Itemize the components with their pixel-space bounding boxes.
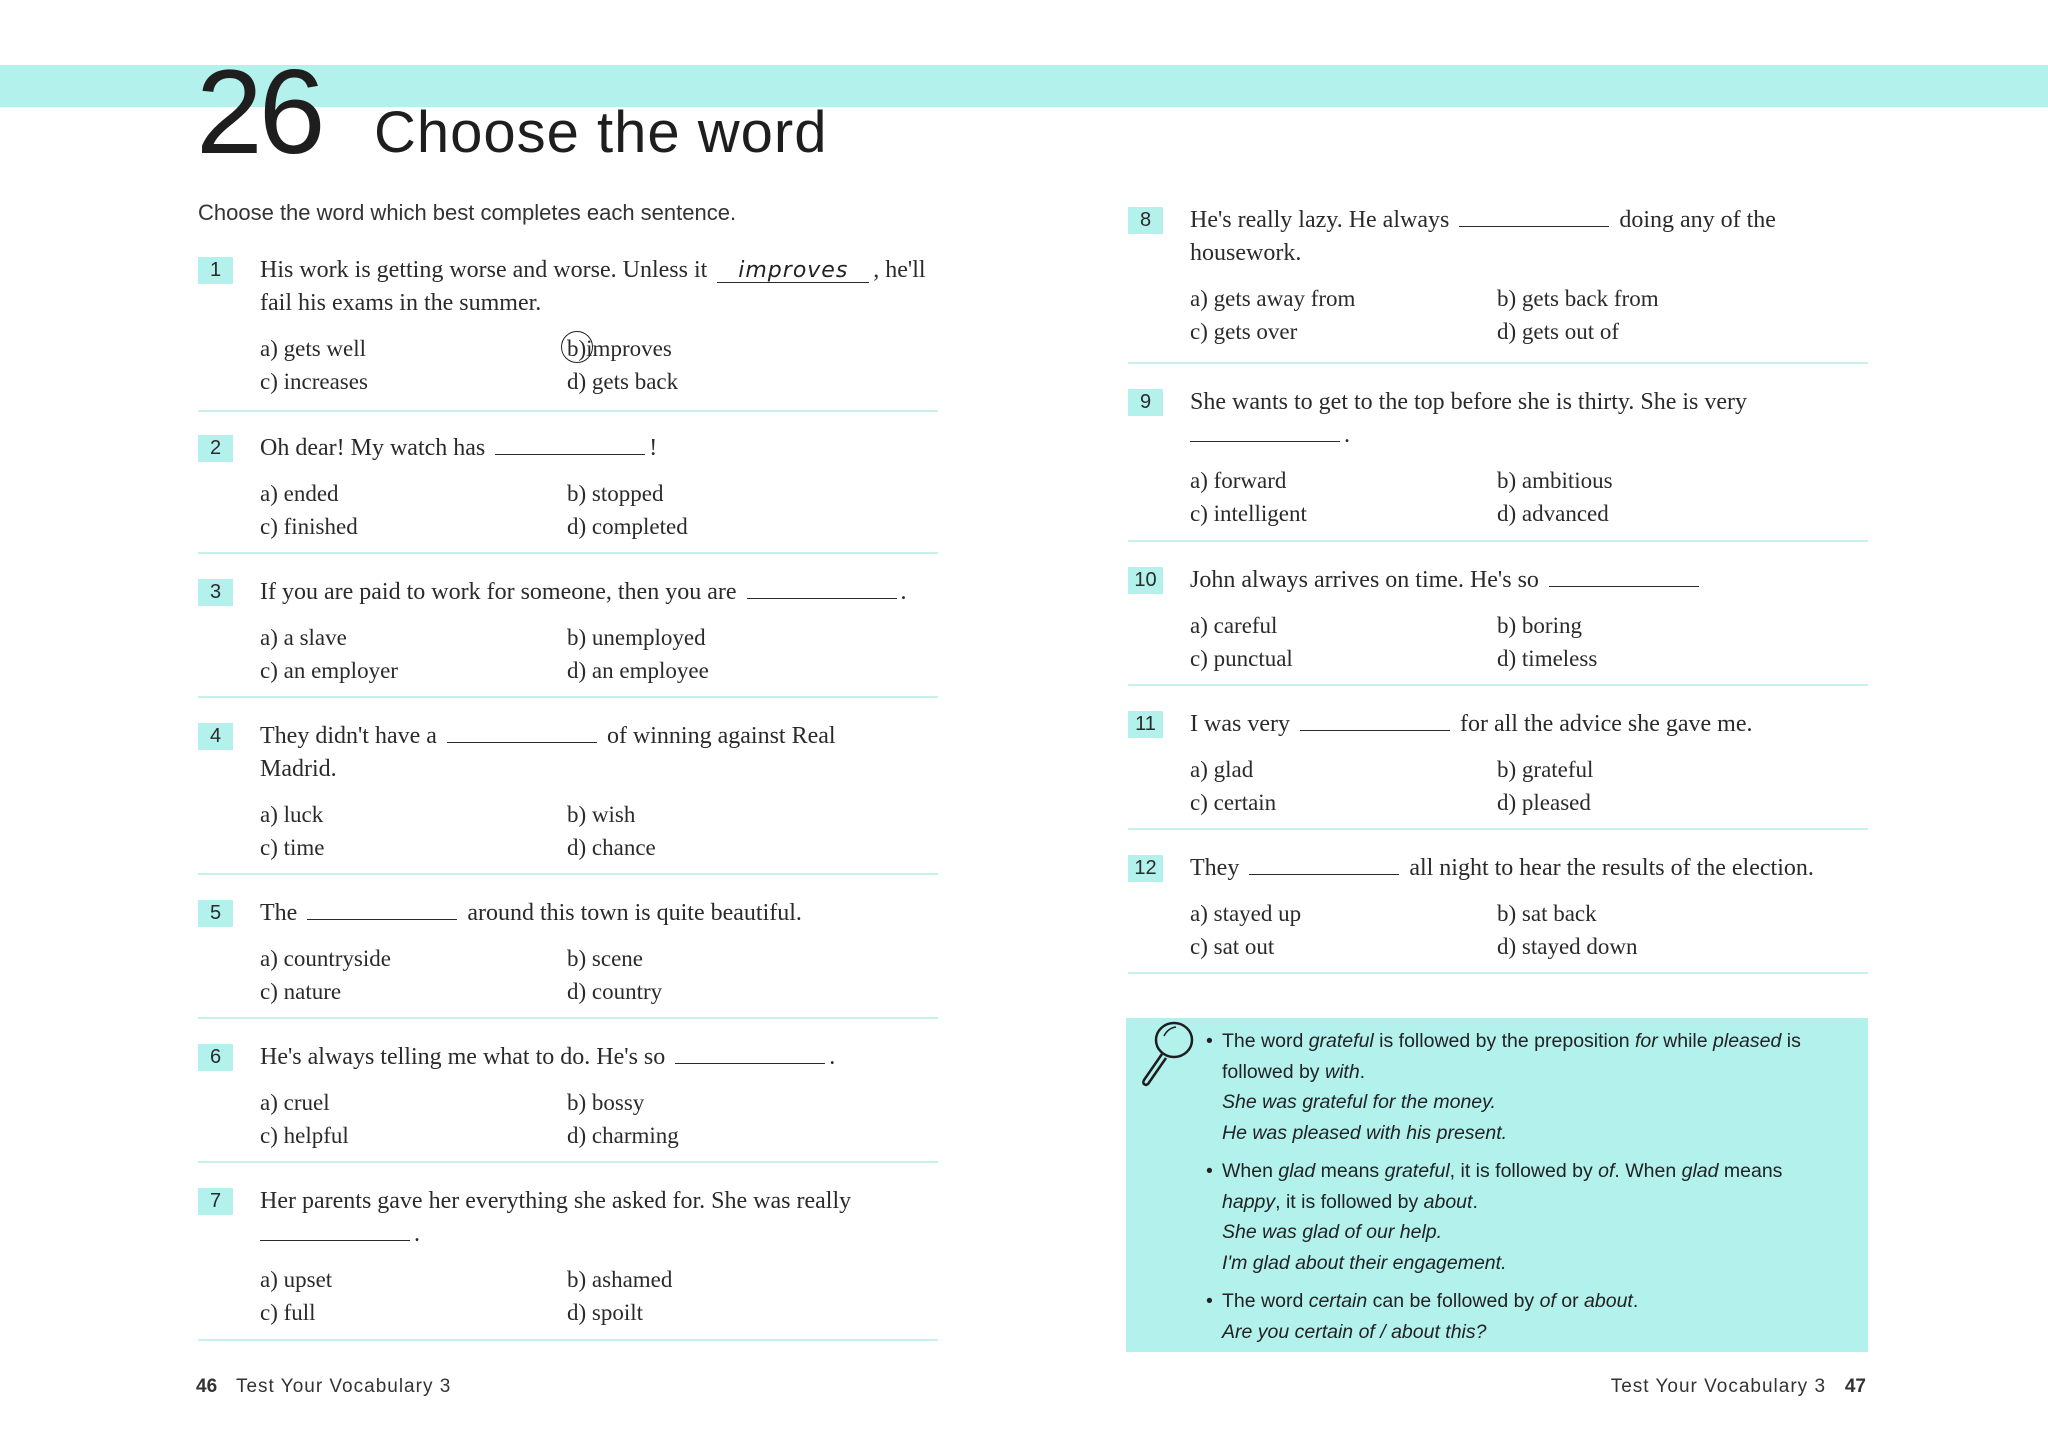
circled-option-letter: b) xyxy=(567,332,586,365)
footer-left xyxy=(196,1376,451,1398)
option-d[interactable]: d) an employee xyxy=(567,658,709,683)
answer-blank[interactable] xyxy=(1459,204,1609,227)
option-a[interactable]: a) a slave xyxy=(260,625,347,650)
question-text-before: Her parents gave her everything she asked for. She was really xyxy=(260,1188,852,1214)
option-d[interactable]: d) gets back xyxy=(567,369,679,394)
option-b[interactable]: b) bossy xyxy=(567,1090,645,1115)
instruction: Choose the word which best completes each sentence. xyxy=(198,200,737,225)
question-text-before: He's always telling me what to do. He's so xyxy=(260,1044,666,1070)
option-a[interactable]: a) gets away from xyxy=(1190,286,1356,311)
question-text-before: They xyxy=(1190,855,1240,881)
question-text-before: The xyxy=(260,900,298,926)
option-c[interactable]: c) full xyxy=(260,1300,316,1325)
option-a[interactable]: a) luck xyxy=(260,802,324,827)
option-c[interactable]: c) sat out xyxy=(1190,934,1275,959)
question-text-after: , he'll fail his exams in the summer. xyxy=(260,257,926,316)
option-d[interactable]: d) chance xyxy=(567,835,656,860)
options xyxy=(198,798,938,864)
answer-blank[interactable] xyxy=(675,1041,825,1064)
question-text-before: His work is getting worse and worse. Unless it xyxy=(260,257,708,283)
question-text-before: Oh dear! My watch has xyxy=(260,435,486,461)
question-text-after: of winning against Real Madrid. xyxy=(260,723,836,782)
question-number: 8 xyxy=(1128,207,1163,234)
option-c[interactable]: c) gets over xyxy=(1190,319,1298,344)
option-d[interactable]: d) country xyxy=(567,979,663,1004)
option-a[interactable]: a) gets well xyxy=(260,336,367,361)
left-column xyxy=(198,254,938,1341)
question-6 xyxy=(198,1019,938,1163)
option-b-text: improves xyxy=(586,336,672,361)
tip-example: Are you certain of / about this? xyxy=(1222,1320,1487,1343)
options xyxy=(198,332,938,398)
option-b[interactable]: b) grateful xyxy=(1497,757,1594,782)
option-c[interactable]: c) nature xyxy=(260,979,342,1004)
tip-example: She was glad of our help. xyxy=(1222,1221,1443,1243)
question-10 xyxy=(1128,542,1868,686)
question-text-before: She wants to get to the top before she is thirty. She is very xyxy=(1190,389,1748,415)
option-b[interactable]: b) scene xyxy=(567,946,643,971)
question-text-before: They didn't have a xyxy=(260,723,437,749)
option-c[interactable]: c) increases xyxy=(260,369,368,394)
question-text-after: . xyxy=(1344,422,1350,448)
question-text-before: If you are paid to work for someone, then you are xyxy=(260,579,737,605)
question-2 xyxy=(198,412,938,554)
option-c[interactable]: c) an employer xyxy=(260,658,398,683)
question-text-after: . xyxy=(900,579,907,605)
option-b[interactable]: b) unemployed xyxy=(567,625,706,650)
answer-blank[interactable] xyxy=(717,259,869,283)
question-number: 3 xyxy=(198,579,233,606)
tip-item: • When glad means grateful, it is followed by of. When glad means happy, it is followed by about. She was glad of our help. I'm glad about their engagement. xyxy=(1204,1156,1844,1278)
option-a[interactable]: a) ended xyxy=(260,481,339,506)
option-a[interactable]: a) stayed up xyxy=(1190,901,1302,926)
answer-blank[interactable] xyxy=(307,897,457,920)
question-text-after: . xyxy=(829,1044,836,1070)
option-a[interactable]: a) upset xyxy=(260,1267,333,1292)
tip-item: • The word grateful is followed by the preposition for while pleased is followed by with. She was grateful for the money. He was pleased with his present. xyxy=(1204,1026,1844,1148)
magnifying-glass-icon xyxy=(1134,1018,1204,1098)
options xyxy=(198,942,938,1008)
options xyxy=(1128,464,1868,530)
option-b[interactable]: b) stopped xyxy=(567,481,664,506)
option-d[interactable]: d) gets out of xyxy=(1497,319,1620,344)
option-c[interactable]: c) time xyxy=(260,835,325,860)
question-5 xyxy=(198,875,938,1019)
question-number: 10 xyxy=(1128,567,1163,594)
option-a[interactable]: a) cruel xyxy=(260,1090,330,1115)
question-3 xyxy=(198,554,938,698)
question-text-after: for all the advice she gave me. xyxy=(1459,711,1753,737)
footer-right xyxy=(1611,1376,1866,1398)
option-a[interactable]: a) countryside xyxy=(260,946,391,971)
option-d[interactable]: d) spoilt xyxy=(567,1300,644,1325)
option-b[interactable]: b) wish xyxy=(567,802,636,827)
option-d[interactable]: d) stayed down xyxy=(1497,934,1638,959)
question-number: 2 xyxy=(198,435,233,462)
answer-blank[interactable] xyxy=(1249,852,1399,875)
option-b[interactable]: b) sat back xyxy=(1497,901,1597,926)
question-text-before: He's really lazy. He always xyxy=(1190,207,1450,233)
question-9 xyxy=(1128,364,1868,542)
question-text-after: . xyxy=(414,1221,420,1247)
option-c[interactable]: c) intelligent xyxy=(1190,501,1307,526)
tip-item: • The word certain can be followed by of or about. Are you certain of / about this? xyxy=(1204,1286,1844,1347)
book-title-left: Test Your Vocabulary 3 xyxy=(235,1376,452,1397)
unit-title: Choose the word xyxy=(374,100,828,165)
option-d[interactable]: d) advanced xyxy=(1497,501,1609,526)
question-text-after: all night to hear the results of the election. xyxy=(1409,855,1814,881)
question-7 xyxy=(198,1163,938,1341)
unit-number: 26 xyxy=(196,45,322,179)
answer-blank[interactable] xyxy=(495,432,645,455)
question-11 xyxy=(1128,686,1868,830)
question-text-before: John always arrives on time. He's so xyxy=(1190,567,1539,593)
option-c[interactable]: c) punctual xyxy=(1190,646,1293,671)
option-b[interactable] xyxy=(567,332,867,365)
option-b[interactable]: b) gets back from xyxy=(1497,286,1659,311)
handwritten-answer: improves xyxy=(738,258,849,283)
option-d[interactable]: d) pleased xyxy=(1497,790,1591,815)
right-column xyxy=(1128,204,1868,974)
tip-list xyxy=(1204,1026,1844,1355)
question-number: 4 xyxy=(198,723,233,750)
options xyxy=(1128,609,1868,675)
option-d[interactable]: d) completed xyxy=(567,514,688,539)
question-number: 9 xyxy=(1128,389,1163,416)
answer-blank[interactable] xyxy=(260,1218,410,1241)
question-text-after: around this town is quite beautiful. xyxy=(467,900,802,926)
options xyxy=(198,1263,938,1329)
book-title-right: Test Your Vocabulary 3 xyxy=(1610,1376,1827,1397)
question-number: 11 xyxy=(1128,711,1163,738)
option-b[interactable]: b) ashamed xyxy=(567,1267,673,1292)
answer-blank[interactable] xyxy=(1190,419,1340,442)
tip-example: He was pleased with his present. xyxy=(1222,1121,1508,1144)
tip-example: She was grateful for the money. xyxy=(1222,1091,1496,1113)
tip-box xyxy=(1126,1018,1868,1352)
option-c[interactable]: c) helpful xyxy=(260,1123,349,1148)
question-number: 6 xyxy=(198,1044,233,1071)
question-text-after: ! xyxy=(649,435,658,461)
page-number-right: 47 xyxy=(1844,1376,1866,1397)
answer-blank[interactable] xyxy=(747,576,897,599)
question-1 xyxy=(198,254,938,412)
question-12 xyxy=(1128,830,1868,974)
option-a[interactable]: a) glad xyxy=(1190,757,1254,782)
option-a[interactable]: a) careful xyxy=(1190,613,1278,638)
options xyxy=(1128,282,1868,348)
tip-example: I'm glad about their engagement. xyxy=(1222,1251,1507,1274)
answer-blank[interactable] xyxy=(447,720,597,743)
options xyxy=(1128,897,1868,963)
option-d[interactable]: d) charming xyxy=(567,1123,679,1148)
option-c[interactable]: c) finished xyxy=(260,514,358,539)
options xyxy=(198,621,938,687)
answer-blank[interactable] xyxy=(1549,564,1699,587)
question-text-after: doing any of the housework. xyxy=(1190,207,1776,266)
options xyxy=(1128,753,1868,819)
question-text-before: I was very xyxy=(1190,711,1290,737)
option-b[interactable]: b) ambitious xyxy=(1497,468,1613,493)
page-number-left: 46 xyxy=(196,1376,218,1397)
question-number: 5 xyxy=(198,900,233,927)
question-number: 1 xyxy=(198,257,233,284)
answer-blank[interactable] xyxy=(1300,708,1450,731)
question-number: 12 xyxy=(1128,855,1163,882)
question-number: 7 xyxy=(198,1188,233,1215)
option-d[interactable]: d) timeless xyxy=(1497,646,1598,671)
option-b[interactable]: b) boring xyxy=(1497,613,1582,638)
option-c[interactable]: c) certain xyxy=(1190,790,1277,815)
option-a[interactable]: a) forward xyxy=(1190,468,1287,493)
question-8 xyxy=(1128,204,1868,364)
options xyxy=(198,477,938,543)
question-4 xyxy=(198,698,938,875)
options xyxy=(198,1086,938,1152)
